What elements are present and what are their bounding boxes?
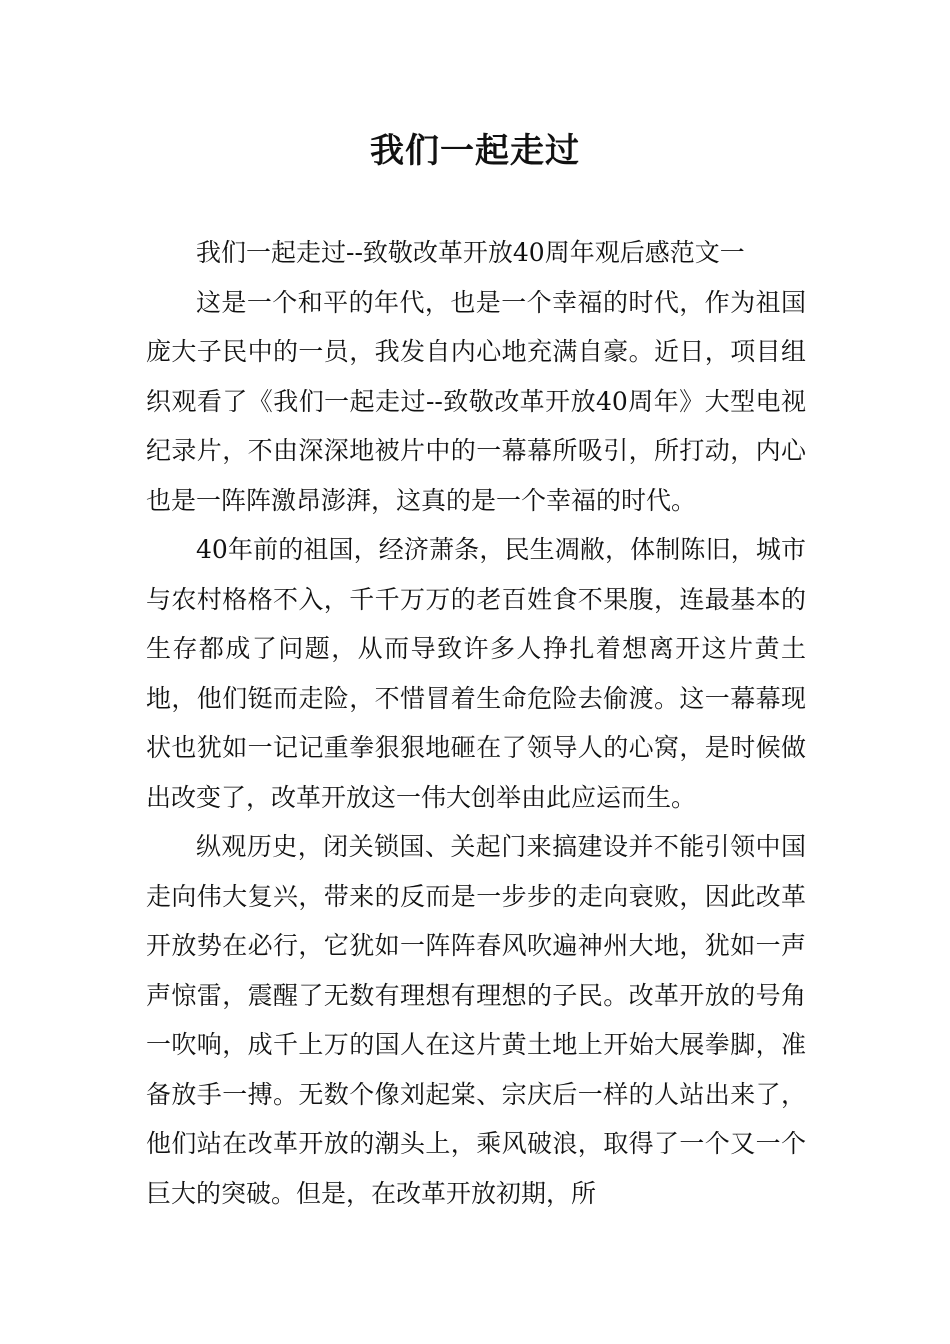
paragraph-2: 40年前的祖国，经济萧条，民生凋敝，体制陈旧，城市与农村格格不入，千千万万的老百姓食不果腹，连最基本的生存都成了问题，从而导致许多人挣扎着想离开这片黄土地，他们铤而走险，不惜冒着生命危险去偷渡。这一幕幕现状也犹如一记记重拳狠狠地砸在了领导人的心窝，是时候做出改变了，改革开放这一伟大创举由此应运而生。 xyxy=(146,535,806,812)
document-subtitle: 我们一起走过--致敬改革开放40周年观后感范文一 xyxy=(196,238,745,267)
document-title: 我们一起走过 xyxy=(370,131,580,171)
paragraph-3: 纵观历史，闭关锁国、关起门来搞建设并不能引领中国走向伟大复兴，带来的反而是一步步的走向衰败，因此改革开放势在必行，它犹如一阵阵春风吹遍神州大地，犹如一声声惊雷，震醒了无数有理想有理想的子民。改革开放的号角一吹响，成千上万的国人在这片黄土地上开始大展拳脚，准备放手一搏。无数个像刘起棠、宗庆后一样的人站出来了，他们站在改革开放的潮头上，乘风破浪，取得了一个又一个巨大的突破。但是，在改革开放初期，所 xyxy=(146,832,806,1208)
document-body xyxy=(146,228,806,1218)
paragraph-1: 这是一个和平的年代，也是一个幸福的时代，作为祖国庞大子民中的一员，我发自内心地充满自豪。近日，项目组织观看了《我们一起走过--致敬改革开放40周年》大型电视纪录片，不由深深地被片中的一幕幕所吸引，所打动，内心也是一阵阵激昂澎湃，这真的是一个幸福的时代。 xyxy=(146,287,806,515)
